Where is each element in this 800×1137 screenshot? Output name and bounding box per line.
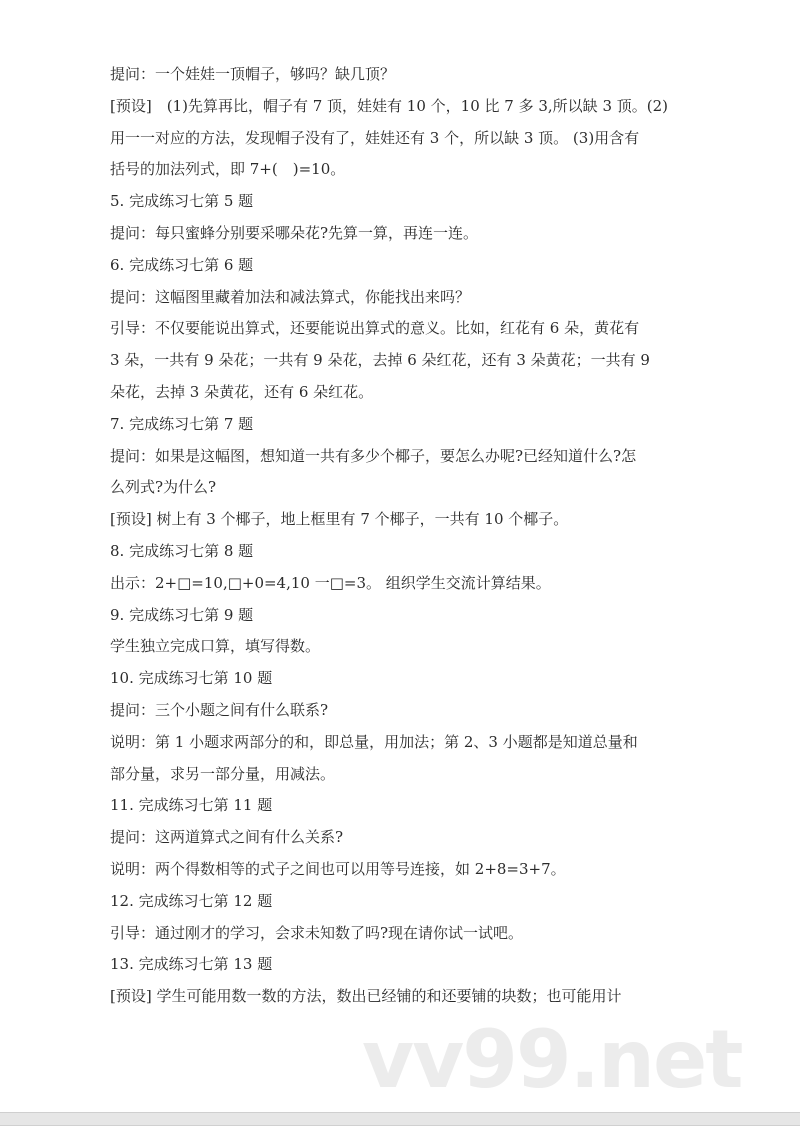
text-line: 8. 完成练习七第 8 题 (110, 541, 254, 560)
text-line: 提问：三个小题之间有什么联系? (110, 700, 329, 719)
text-line: 么列式?为什么? (110, 478, 217, 497)
text-line: 括号的加法列式，即 7+( )=10。 (110, 160, 346, 179)
text-line: 提问：这两道算式之间有什么关系? (110, 828, 344, 847)
text-line: 5. 完成练习七第 5 题 (110, 192, 254, 211)
text-line: 引导：不仅要能说出算式，还要能说出算式的意义。比如，红花有 6 朵，黄花有 (110, 319, 640, 338)
text-line: [预设] 树上有 3 个椰子，地上框里有 7 个椰子，一共有 10 个椰子。 (110, 510, 569, 529)
text-line: 7. 完成练习七第 7 题 (110, 414, 254, 433)
text-line: 学生独立完成口算，填写得数。 (110, 637, 321, 656)
text-line: 用一一对应的方法，发现帽子没有了，娃娃还有 3 个，所以缺 3 顶。 (3)用含有 (110, 128, 640, 147)
text-line: [预设] (1)先算再比，帽子有 7 顶，娃娃有 10 个，10 比 7 多 3,所以缺 3 顶。(2) (110, 96, 668, 115)
text-line: 引导：通过刚才的学习，会求未知数了吗?现在请你试一试吧。 (110, 923, 524, 942)
text-line: 说明：第 1 小题求两部分的和，即总量，用加法；第 2、3 小题都是知道总量和 (110, 732, 638, 751)
text-line: 9. 完成练习七第 9 题 (110, 605, 254, 624)
text-line: [预设] 学生可能用数一数的方法，数出已经铺的和还要铺的块数；也可能用计 (110, 987, 622, 1006)
page-separator (0, 1113, 800, 1126)
text-line: 出示：2+□=10,□+0=4,10 一□=3。 组织学生交流计算结果。 (110, 573, 551, 592)
text-line: 提问：如果是这幅图，想知道一共有多少个椰子，要怎么办呢?已经知道什么?怎 (110, 446, 637, 465)
document-body (110, 60, 750, 1014)
text-line: 6. 完成练习七第 6 题 (110, 255, 254, 274)
text-line: 提问：这幅图里藏着加法和减法算式，你能找出来吗？ (110, 287, 471, 306)
text-line: 3 朵，一共有 9 朵花；一共有 9 朵花，去掉 6 朵红花，还有 3 朵黄花；一共有 9 (110, 351, 650, 370)
text-line: 13. 完成练习七第 13 题 (110, 955, 273, 974)
text-line: 提问：每只蜜蜂分别要采哪朵花?先算一算，再连一连。 (110, 223, 479, 242)
text-line: 部分量，求另一部分量，用减法。 (110, 764, 336, 783)
watermark: vv99.net (362, 1013, 742, 1106)
text-line: 朵花，去掉 3 朵黄花，还有 6 朵红花。 (110, 382, 374, 401)
text-line: 10. 完成练习七第 10 题 (110, 669, 273, 688)
text-line: 11. 完成练习七第 11 题 (110, 796, 273, 815)
text-line: 提问：一个娃娃一顶帽子，够吗？缺几顶？ (110, 65, 396, 83)
text-line: 12. 完成练习七第 12 题 (110, 891, 273, 910)
text-line: 说明：两个得数相等的式子之间也可以用等号连接，如 2+8=3+7。 (110, 859, 566, 878)
